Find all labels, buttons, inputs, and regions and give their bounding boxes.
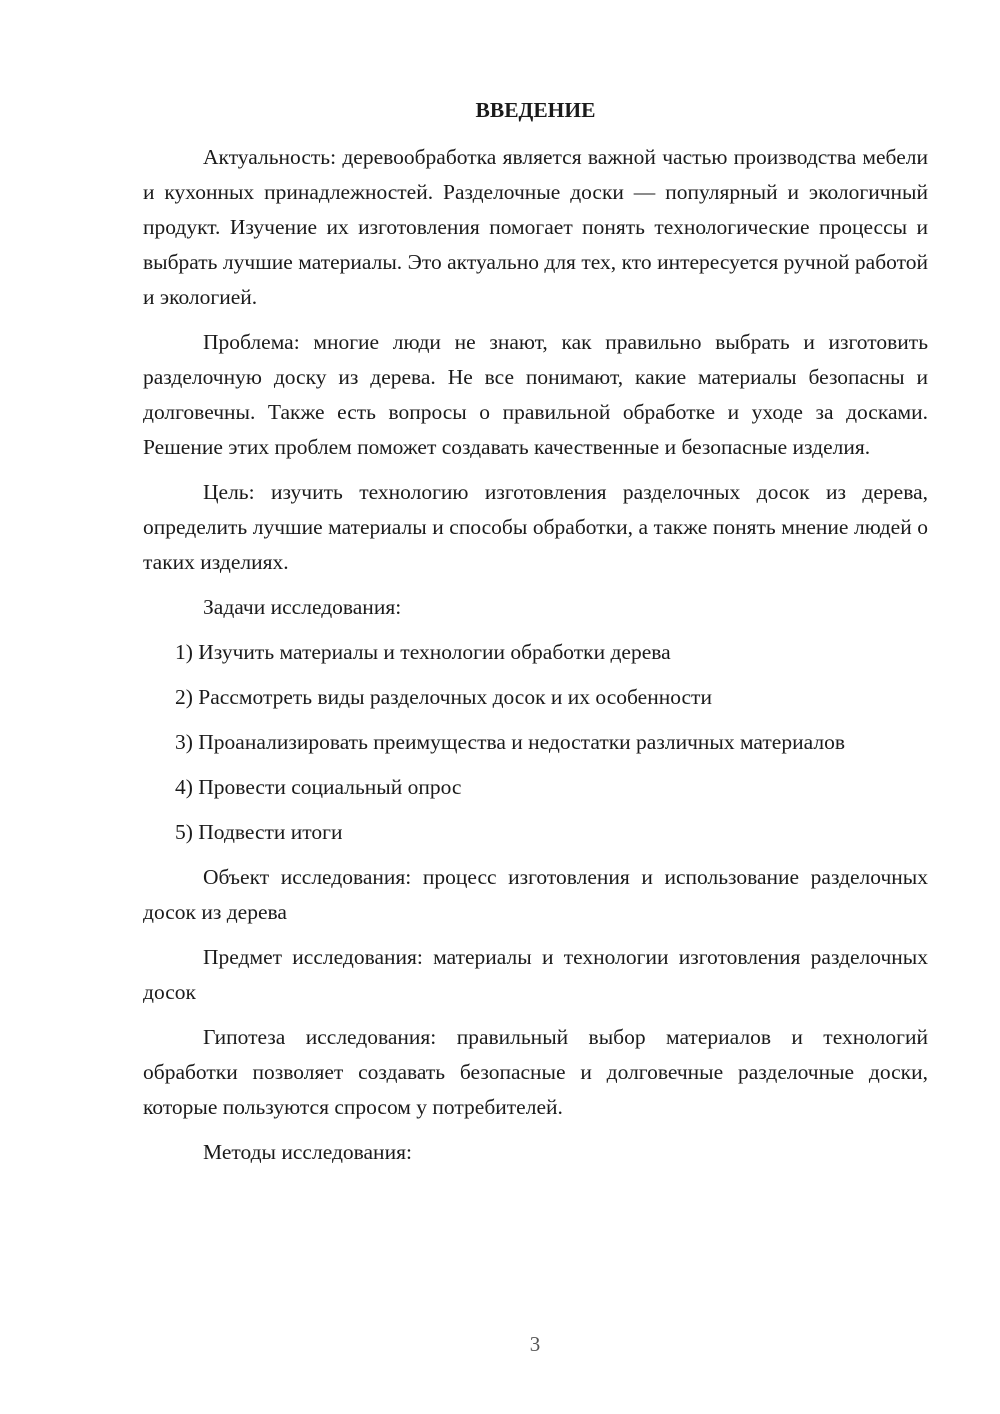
paragraph-object: Объект исследования: процесс изготовления и использование разделочных досок из дерева — [143, 865, 928, 924]
page-number: 3 — [529, 1332, 541, 1356]
paragraph-relevance: Актуальность: деревообработка является важной частью производства мебели и кухонных принадлежностей. Разделочные доски — популярный и экологичный продукт. Изучение их изготовления помогает понять технологические процессы и выбрать лучшие материалы. Это актуально для тех, кто интересуется ручной работой и экологией. — [143, 145, 928, 309]
list-item: 1) Изучить материалы и технологии обработки дерева — [175, 640, 671, 664]
list-item: 2) Рассмотреть виды разделочных досок и их особенности — [175, 685, 712, 709]
list-item: 3) Проанализировать преимущества и недостатки различных материалов — [175, 730, 845, 754]
tasks-heading: Задачи исследования: — [203, 595, 402, 619]
paragraph-subject: Предмет исследования: материалы и технологии изготовления разделочных досок — [143, 945, 928, 1004]
list-item: 5) Подвести итоги — [175, 820, 343, 844]
paragraph-hypothesis: Гипотеза исследования: правильный выбор материалов и технологий обработки позволяет создавать безопасные и долговечные разделочные доски, которые пользуются спросом у потребителей. — [143, 1025, 928, 1119]
paragraph-methods: Методы исследования: — [203, 1140, 412, 1164]
paragraph-goal: Цель: изучить технологию изготовления разделочных досок из дерева, определить лучшие материалы и способы обработки, а также понять мнение людей о таких изделиях. — [143, 480, 928, 574]
document-page — [143, 90, 928, 1170]
page-title: ВВЕДЕНИЕ — [475, 98, 596, 122]
paragraph-problem: Проблема: многие люди не знают, как правильно выбрать и изготовить разделочную доску из дерева. Не все понимают, какие материалы безопасны и долговечны. Также есть вопросы о правильной обработке и уходе за досками. Решение этих проблем поможет создавать качественные и безопасные изделия. — [143, 330, 928, 459]
list-item: 4) Провести социальный опрос — [175, 775, 462, 799]
